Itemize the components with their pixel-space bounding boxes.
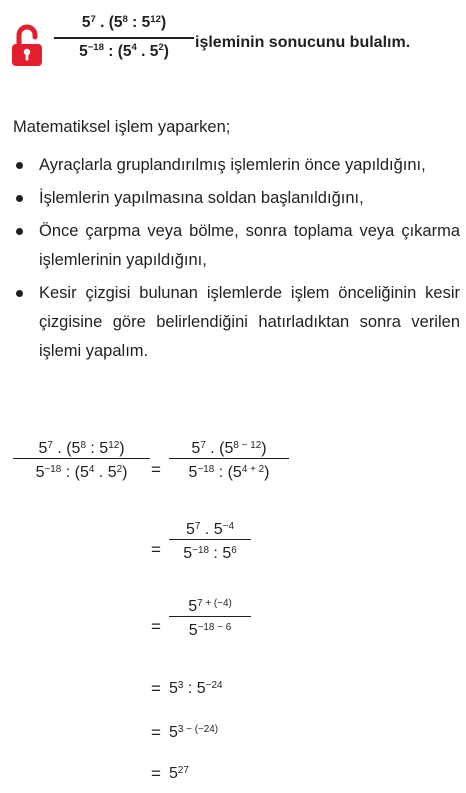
step4-expression: $5^3$ : $5^{-24}$: [169, 679, 223, 697]
header-numerator: $5^7$ . ($5^8$ : $5^{12}$): [81, 13, 167, 31]
bullet-list: [13, 151, 460, 370]
step1-denominator: $5^{-18}$ : $(5^{4 + 2})$: [188, 463, 270, 481]
list-item: [13, 279, 460, 366]
bullet-icon: [16, 195, 23, 202]
bullet-icon: [16, 290, 23, 297]
step3-fraction: [169, 588, 251, 645]
equals-sign: =: [151, 679, 161, 698]
equals-sign: =: [151, 723, 161, 742]
step5-expression: $5^{3 - (-24)}$: [169, 723, 219, 741]
step1-fraction: [169, 430, 289, 487]
header-denominator: $5^{-18}$ : ($5^4$ . $5^2$): [79, 42, 169, 60]
header-fraction: [54, 8, 194, 65]
step3-denominator: $5^{-18 - 6}$: [188, 621, 232, 639]
step2-fraction: [169, 511, 251, 568]
step2-denominator: $5^{-18}$ : $5^6$: [183, 544, 237, 562]
bullet-text: Kesir çizgisi bulunan işlemlerde işlem önceliğinin kesir çizgisine göre belirlendiğini hatırladıktan sonra verilen işlemi yapalım.: [39, 284, 460, 360]
bullet-icon: [16, 228, 23, 235]
header-title: işleminin sonucunu bulalım.: [195, 34, 411, 51]
list-item: [13, 217, 460, 275]
bullet-text: Ayraçlarla gruplandırılmış işlemlerin önce yapıldığını,: [39, 156, 426, 174]
equals-sign: =: [151, 764, 161, 783]
step2-numerator: $5^7$ . $5^{-4}$: [186, 520, 234, 538]
bullet-text: Önce çarpma veya bölme, sonra toplama veya çıkarma işlemlerinin yapıldığını,: [39, 222, 460, 269]
equals-sign: =: [151, 460, 161, 479]
bullet-icon: [16, 162, 23, 169]
open-padlock-icon: [11, 24, 43, 68]
bullet-text: İşlemlerin yapılmasına soldan başlanıldığını,: [39, 189, 364, 207]
step6-result: $5^{27}$: [169, 764, 189, 782]
equals-sign: =: [151, 617, 161, 636]
step3-numerator: $5^{7 + (-4)}$: [188, 597, 232, 615]
equals-sign: =: [151, 540, 161, 559]
list-item: [13, 151, 460, 180]
intro-text: Matematiksel işlem yaparken;: [13, 118, 231, 136]
lhs-denominator: $5^{-18}$ : ($5^4$ . $5^2$): [35, 463, 128, 481]
solution-lhs-fraction: [13, 430, 150, 487]
lhs-numerator: $5^7$ . ($5^8$ : $5^{12}$): [38, 439, 125, 457]
step1-numerator: $5^7$ . $(5^{8 - 12})$: [191, 439, 267, 457]
list-item: [13, 184, 460, 213]
